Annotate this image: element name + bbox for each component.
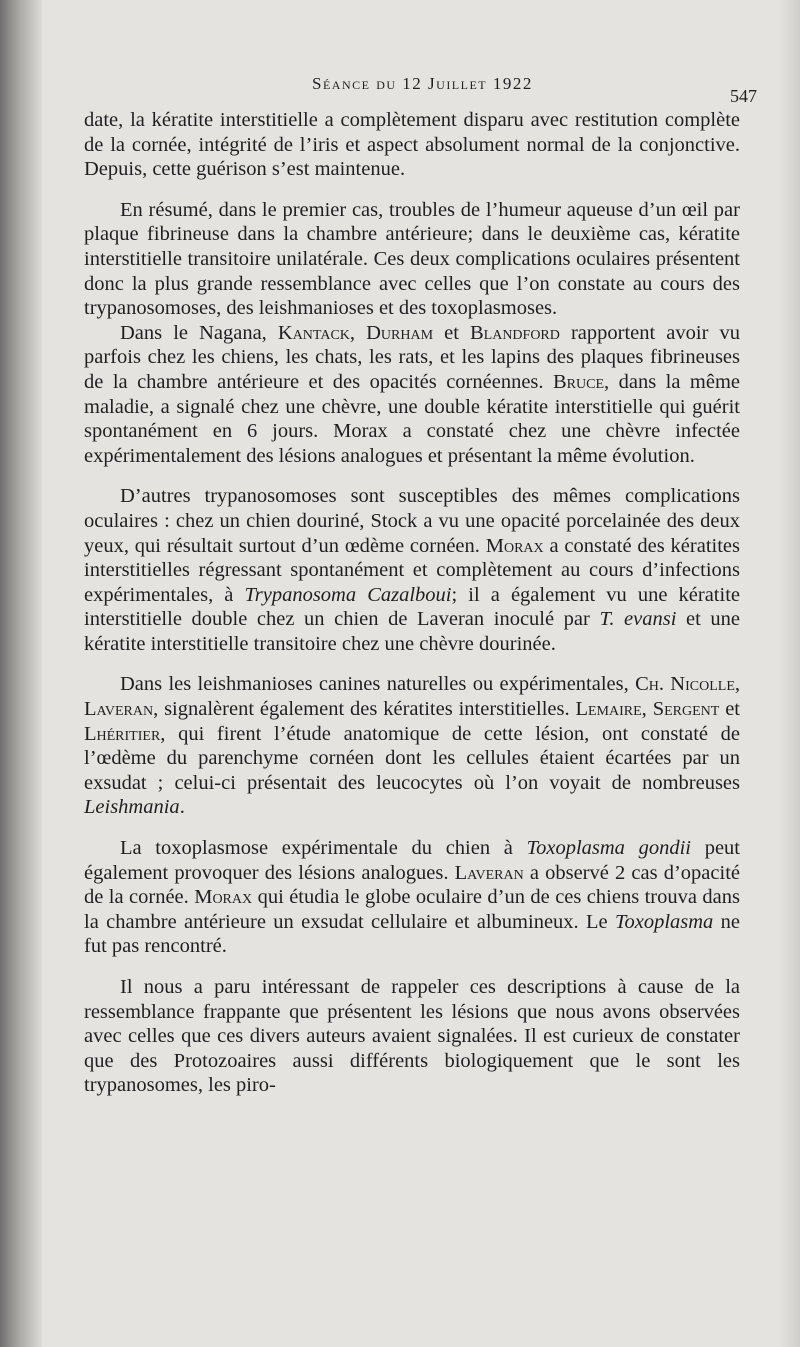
author-name: Bruce [553, 370, 605, 393]
author-name: Kantack [277, 321, 350, 344]
text-run: , dans la même maladie, a signalé chez une chèvre, une double kératite interstitielle qui guérit spontanément en 6 jours. Morax a constaté chez une chèvre infectée expérimentalement des lésions analogues et présentant la même évolution. [84, 370, 740, 467]
text-run: Dans le Nagana, [120, 321, 278, 344]
text-run: , [641, 698, 653, 721]
page-number: 547 [730, 86, 757, 106]
author-name: Lhéritier [84, 722, 161, 745]
paragraph-2: En résumé, dans le premier cas, troubles de l’humeur aqueuse d’un œil par plaque fibrineuse dans la chambre antérieure; dans le deuxième cas, kératite interstitielle transitoire unilatérale. Ces deux complications oculaires présentent donc la plus grande ressemblance avec celles que l’on constate au cours des trypanosomoses, des leishmanioses et des toxoplasmoses. [84, 198, 740, 320]
text-run: a constaté des kératites interstitielles régressant spontanément et complètement au cours d’infections expérimentales, à [84, 534, 740, 606]
author-name: Blandford [469, 321, 560, 344]
paragraph-5 [84, 672, 740, 820]
paragraph-1: date, la kératite interstitielle a complètement disparu avec restitution complète de la cornée, intégrité de l’iris et aspect absolument normal de la conjonctive. Depuis, cette guérison s’est maintenue. [84, 109, 740, 181]
text-run: La toxoplasmose expérimentale du chien à [120, 837, 527, 860]
page-body [84, 108, 740, 1098]
page-edge-shadow [778, 0, 800, 1347]
text-run: , qui firent l’étude anatomique de cette lésion, ont constaté de l’œdème du parenchyme cornéen dont les cellules étaient écartées par un exsudat ; celui-ci présentait des leucocytes où l’on voyait de nombreuses [84, 722, 740, 794]
running-title: Séance du 12 Juillet 1922 [312, 74, 533, 93]
paragraph-7: Il nous a paru intéressant de rappeler ces descriptions à cause de la ressemblance frappante que présentent les lésions que nous avons observées avec celles que ces divers auteurs avaient signalées. Il est curieux de constater que des Protozoaires aussi différents biologiquement que le sont les trypanosomes, les piro- [84, 976, 740, 1097]
author-name: Lemaire [575, 698, 642, 721]
author-name: Ch. Nicolle [635, 673, 735, 696]
page-header [0, 72, 800, 106]
text-run: ; il a également vu une kératite interstitielle double chez un chien de Laveran inoculé par [84, 583, 740, 631]
species-name: Toxoplasma [614, 910, 714, 933]
text-run: , [734, 673, 740, 696]
species-name: T. evansi [599, 608, 677, 631]
text-run: . [179, 796, 185, 819]
species-name: Toxoplasma gondii [526, 837, 692, 860]
author-name: Morax [485, 534, 544, 557]
text-run: qui étudia le globe oculaire d’un de ces chiens trouva dans la chambre antérieure un exsudat cellulaire et albumineux. Le [84, 886, 740, 933]
species-name: Leishmania [84, 796, 180, 819]
author-name: Morax [194, 886, 253, 909]
text-run: et une kératite interstitielle transitoire chez une chèvre dourinée. [84, 608, 740, 655]
text-run: et [433, 321, 470, 344]
text-run: , signalèrent également des kératites interstitielles. [153, 698, 576, 721]
author-name: Laveran [454, 861, 524, 884]
text-run: rapportent avoir vu parfois chez les chiens, les chats, les rats, et les lapins des plaques fibrineuses de la chambre antérieure et des opacités cornéennes. [84, 321, 740, 393]
text-run: D’autres trypanosomoses sont susceptibles des mêmes complications oculaires : chez un chien douriné, Stock a vu une opacité porcelainée des deux yeux, qui résultait surtout d’un œdème cornéen. [84, 485, 740, 557]
paragraph-6 [84, 836, 740, 959]
page-gutter-shadow [0, 0, 42, 1347]
author-name: Laveran [84, 698, 154, 721]
author-name: Durham [366, 321, 434, 344]
paragraph-3 [84, 321, 740, 469]
author-name: Sergent [652, 698, 720, 721]
text-run: Dans les leishmanioses canines naturelles ou expérimentales, [120, 673, 636, 696]
paragraph-4 [84, 484, 740, 656]
text-run: peut également provoquer des lésions analogues. [84, 837, 740, 884]
text-run: et [719, 698, 740, 721]
text-run: ne fut pas rencontré. [84, 910, 740, 958]
text-run: , [349, 321, 367, 344]
species-name: Trypanosoma Cazalboui [244, 583, 452, 606]
text-run: a observé 2 cas d’opacité de la cornée. [84, 861, 740, 909]
